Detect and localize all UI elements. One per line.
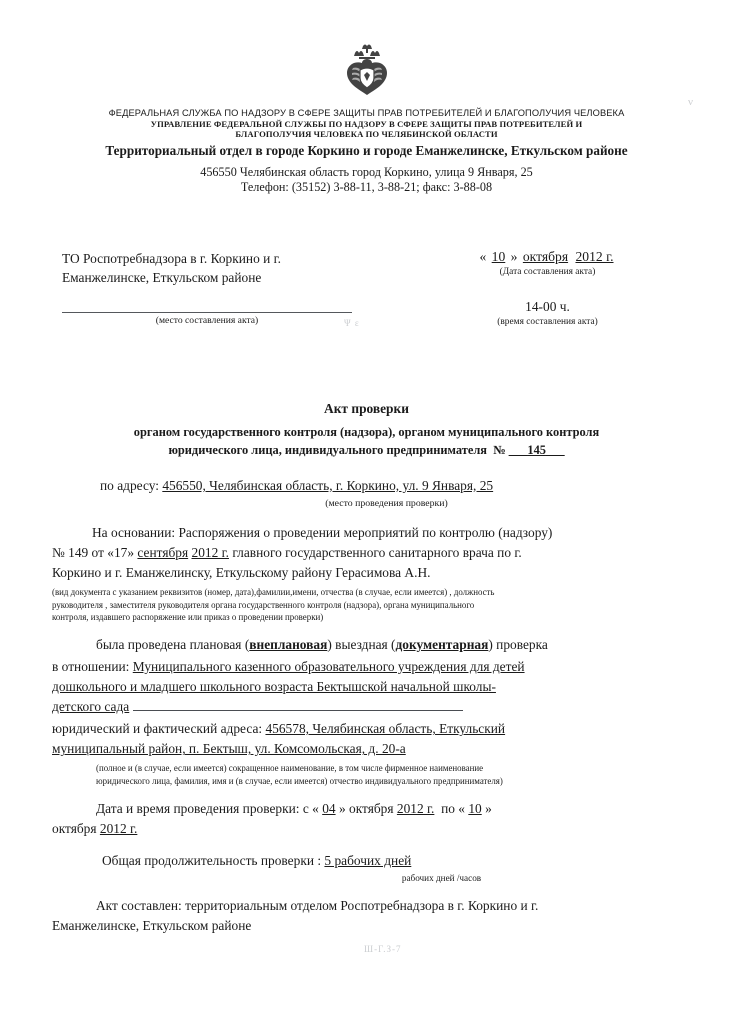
- title-main: Акт проверки: [324, 400, 409, 416]
- legal-address-line-1: 456578, Челябинская область, Еткульский: [265, 721, 506, 737]
- subject-line-3: детского сада: [52, 699, 130, 715]
- basis-paragraph: [52, 523, 681, 583]
- dates-to-quote: »: [485, 800, 492, 816]
- dates-label: Дата и время проведения проверки: с «: [96, 800, 319, 816]
- inspection-type-pre: была проведена плановая (: [96, 636, 250, 652]
- duration-value: 5 рабочих дней: [324, 852, 412, 868]
- duration-label: Общая продолжительность проверки :: [102, 852, 322, 868]
- time-caption: (время составления акта): [497, 316, 598, 327]
- date-caption: (Дата составления акта): [499, 266, 596, 277]
- place-block: [52, 249, 352, 326]
- letterhead-line-3: БЛАГОПОЛУЧИЯ ЧЕЛОВЕКА ПО ЧЕЛЯБИНСКОЙ ОБЛАСТИ: [235, 129, 498, 140]
- address-caption: (место проведения проверки): [325, 497, 448, 509]
- emblem-container: [52, 40, 681, 102]
- dates-to-pre: по «: [441, 800, 465, 816]
- address-value: 456550, Челябинская область, г. Коркино, ул. 9 Января, 25: [162, 477, 494, 493]
- compiled-label: Акт составлен:: [96, 897, 182, 913]
- basis-footnote: [52, 586, 681, 624]
- letterhead-phone: Телефон: (35152) 3-88-11, 3-88-21; факс: 3-88-08: [240, 180, 493, 195]
- dates-from-month: октября: [349, 800, 394, 816]
- letterhead-address: 456550 Челябинская область город Коркино, улица 9 Января, 25: [200, 164, 533, 179]
- inspection-type-unscheduled: внеплановая: [249, 636, 328, 652]
- letterhead-department: Территориальный отдел в городе Коркино и городе Еманжелинске, Еткульском районе: [105, 143, 628, 159]
- subject-fill-line: [133, 710, 463, 711]
- date-quote-close: »: [510, 248, 518, 264]
- basis-footnote-1: (вид документа с указанием реквизитов (номер, дата),фамилии,имени, отчества (в случае, если имеется) , должность: [52, 586, 495, 597]
- org-line-2: Еманжелинске, Еткульском районе: [62, 269, 262, 285]
- inspection-address-row: [52, 476, 681, 496]
- scan-artifact-3: ν: [688, 96, 694, 108]
- scan-artifact-1: Ψ ε: [344, 318, 360, 328]
- basis-line-2-tail: главного государственного санитарного врача по г.: [232, 544, 522, 560]
- inspection-type-documentary: документарная: [395, 636, 489, 652]
- dates-to-month: октября: [52, 820, 97, 836]
- legal-address-footnote: [52, 762, 681, 787]
- subject-row: [52, 657, 681, 717]
- place-caption: (место составления акта): [155, 314, 259, 326]
- duration-row: [52, 851, 681, 871]
- date-quote-open: «: [479, 248, 487, 264]
- place-rule: [62, 287, 352, 313]
- time-value: 14-00 ч.: [525, 298, 570, 314]
- address-label: по адресу:: [100, 477, 159, 493]
- inspection-dates-row: [52, 799, 681, 839]
- subject-line-2: дошкольного и младшего школьного возраста Бектышской начальной школы-: [52, 679, 496, 695]
- act-number-label: №: [493, 443, 506, 458]
- date-line: [414, 249, 681, 265]
- legal-address-label: юридический и фактический адреса:: [52, 721, 263, 737]
- date-day: 10: [491, 248, 506, 264]
- legal-address-row: [52, 719, 681, 759]
- scan-artifact-2: Ш-Г.З-7: [364, 944, 402, 954]
- russian-coat-of-arms-icon: [341, 44, 393, 102]
- document-title: [52, 401, 681, 460]
- date-month: октября: [522, 248, 569, 264]
- inspection-type-post: ) проверка: [488, 636, 548, 652]
- dates-from-quote: »: [338, 800, 346, 816]
- act-number-value: ___145___: [508, 443, 565, 458]
- legal-address-footnote-1: (полное и (в случае, если имеется) сокращенное наименование, в том числе фирменное наименование: [96, 763, 484, 774]
- subject-label: в отношении:: [52, 658, 130, 674]
- legal-address-line-2: муниципальный район, п. Бектыш, ул. Комсомольская, д. 20-а: [52, 741, 406, 757]
- duration-caption: рабочих дней /часов: [401, 873, 482, 884]
- title-sub-1: органом государственного контроля (надзора), органом муниципального контроля: [133, 424, 600, 439]
- dates-to-day: 10: [468, 800, 482, 816]
- date-year: 2012 г.: [575, 248, 614, 264]
- compiled-line-2: Еманжелинске, Еткульском районе: [52, 917, 252, 933]
- date-block: [352, 249, 681, 327]
- compiled-line-1: территориальным отделом Роспотребнадзора в г. Коркино и г.: [185, 897, 539, 913]
- document-body: [52, 476, 681, 936]
- compiled-by-row: [52, 896, 681, 936]
- basis-footnote-3: контроля, издавшего распоряжение или приказ о проведении проверки): [52, 612, 324, 623]
- basis-line-1: На основании: Распоряжения о проведении мероприятий по контролю (надзору): [92, 524, 553, 540]
- inspection-type-row: [52, 635, 681, 655]
- basis-order-number: № 149 от «17»: [52, 544, 135, 560]
- subject-line-1: Муниципального казенного образовательного учреждения для детей: [132, 658, 525, 674]
- letterhead-line-1: ФЕДЕРАЛЬНАЯ СЛУЖБА ПО НАДЗОРУ В СФЕРЕ ЗАЩИТЫ ПРАВ ПОТРЕБИТЕЛЕЙ И БЛАГОПОЛУЧИЯ ЧЕЛОВЕКА: [108, 108, 625, 118]
- dates-from-year: 2012 г.: [396, 800, 435, 816]
- dates-to-year: 2012 г.: [99, 820, 138, 836]
- dates-from-day: 04: [322, 800, 336, 816]
- inspection-type-mid: ) выездная (: [327, 636, 396, 652]
- letterhead-line-2: УПРАВЛЕНИЕ ФЕДЕРАЛЬНОЙ СЛУЖБЫ ПО НАДЗОРУ В СФЕРЕ ЗАЩИТЫ ПРАВ ПОТРЕБИТЕЛЕЙ И: [150, 118, 583, 129]
- basis-footnote-2: руководителя , заместителя руководителя органа государственного контроля (надзора), органа муниципального: [52, 599, 475, 610]
- basis-official: Коркино и г. Еманжелинску, Еткульскому району Герасимова А.Н.: [52, 564, 431, 580]
- top-columns: [52, 249, 681, 327]
- basis-order-month: сентября: [137, 544, 189, 560]
- title-sub-2: юридического лица, индивидуального предпринимателя: [168, 443, 488, 458]
- legal-address-footnote-2: юридического лица, фамилия, имя и (в случае, если имеется) отчество индивидуального предпринимателя): [96, 776, 503, 787]
- letterhead: [52, 108, 681, 195]
- basis-order-year: 2012 г.: [191, 544, 229, 560]
- org-line-1: ТО Роспотребнадзора в г. Коркино и г.: [62, 250, 281, 266]
